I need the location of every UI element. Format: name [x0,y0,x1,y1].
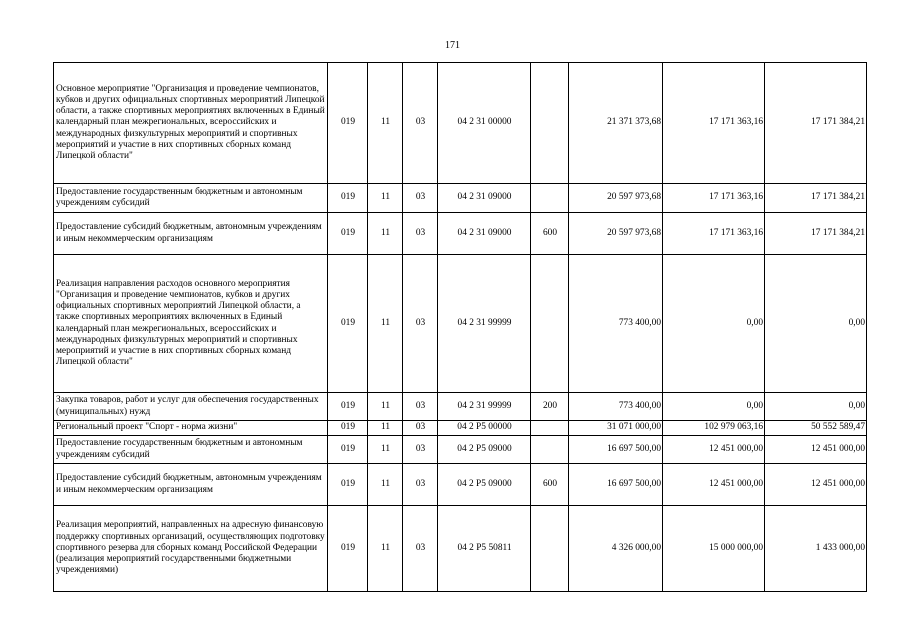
row-expense-type: 200 [531,393,569,421]
row-amount-year3: 17 171 384,21 [765,184,867,213]
row-name: Предоставление государственным бюджетным и автономным учреждениям субсидий [54,184,328,213]
row-section: 11 [368,436,403,464]
row-section: 11 [368,255,403,393]
row-amount-year1: 31 071 000,00 [569,421,663,436]
row-amount-year1: 773 400,00 [569,255,663,393]
row-expense-type [531,506,569,592]
row-expense-type [531,63,569,184]
row-target-article: 04 2 31 09000 [438,213,531,255]
table-row [54,63,867,184]
row-target-article: 04 2 31 99999 [438,393,531,421]
row-grbs: 019 [328,184,368,213]
row-expense-type: 600 [531,464,569,506]
table-body [54,63,867,592]
row-amount-year2: 15 000 000,00 [663,506,765,592]
table-row [54,421,867,436]
row-name: Региональный проект "Спорт - норма жизни" [54,421,328,436]
row-section: 11 [368,464,403,506]
row-amount-year1: 4 326 000,00 [569,506,663,592]
row-target-article: 04 2 P5 50811 [438,506,531,592]
page-number: 171 [445,40,460,51]
table-row [54,255,867,393]
row-grbs: 019 [328,421,368,436]
row-amount-year1: 773 400,00 [569,393,663,421]
row-name: Основное мероприятие "Организация и проведение чемпионатов, кубков и других официальных спортивных мероприятий Липецкой области, а также спортивных мероприятиях включенных в Единый календарный план межрегиональных, всероссийских и международных физкультурных мероприятий и спортивных мероприятий и участие в них спортивных сборных команд Липецкой области" [54,63,328,184]
row-target-article: 04 2 P5 09000 [438,464,531,506]
row-amount-year1: 20 597 973,68 [569,213,663,255]
row-amount-year1: 16 697 500,00 [569,436,663,464]
row-subsection: 03 [403,393,438,421]
row-grbs: 019 [328,436,368,464]
row-grbs: 019 [328,213,368,255]
table-row [54,213,867,255]
row-target-article: 04 2 P5 09000 [438,436,531,464]
row-section: 11 [368,421,403,436]
row-amount-year3: 0,00 [765,393,867,421]
row-expense-type [531,184,569,213]
row-amount-year2: 12 451 000,00 [663,436,765,464]
row-amount-year1: 21 371 373,68 [569,63,663,184]
row-section: 11 [368,393,403,421]
row-subsection: 03 [403,255,438,393]
row-grbs: 019 [328,393,368,421]
row-grbs: 019 [328,464,368,506]
row-name: Закупка товаров, работ и услуг для обеспечения государственных (муниципальных) нужд [54,393,328,421]
row-section: 11 [368,506,403,592]
table-row [54,184,867,213]
row-subsection: 03 [403,421,438,436]
row-target-article: 04 2 31 09000 [438,184,531,213]
row-expense-type [531,421,569,436]
row-grbs: 019 [328,255,368,393]
row-amount-year2: 17 171 363,16 [663,184,765,213]
row-amount-year2: 17 171 363,16 [663,63,765,184]
row-amount-year3: 12 451 000,00 [765,464,867,506]
row-name: Предоставление государственным бюджетным и автономным учреждениям субсидий [54,436,328,464]
row-expense-type [531,436,569,464]
row-subsection: 03 [403,213,438,255]
row-amount-year3: 1 433 000,00 [765,506,867,592]
row-expense-type [531,255,569,393]
row-target-article: 04 2 P5 00000 [438,421,531,436]
row-expense-type: 600 [531,213,569,255]
row-section: 11 [368,184,403,213]
row-grbs: 019 [328,63,368,184]
row-amount-year2: 17 171 363,16 [663,213,765,255]
row-amount-year3: 12 451 000,00 [765,436,867,464]
row-subsection: 03 [403,506,438,592]
table-row [54,506,867,592]
row-subsection: 03 [403,184,438,213]
row-amount-year2: 12 451 000,00 [663,464,765,506]
row-target-article: 04 2 31 99999 [438,255,531,393]
budget-table [53,62,867,592]
row-amount-year3: 17 171 384,21 [765,63,867,184]
row-amount-year3: 50 552 589,47 [765,421,867,436]
row-subsection: 03 [403,63,438,184]
row-name: Предоставление субсидий бюджетным, автономным учреждениям и иным некоммерческим организациям [54,213,328,255]
row-name: Реализация мероприятий, направленных на адресную финансовую поддержку спортивных организаций, осуществляющих подготовку спортивного резерва для сборных команд Российской Федерации (реализация мероприятий государственными бюджетными учреждениями) [54,506,328,592]
row-amount-year2: 0,00 [663,393,765,421]
row-amount-year3: 0,00 [765,255,867,393]
row-amount-year3: 17 171 384,21 [765,213,867,255]
table-row [54,464,867,506]
row-subsection: 03 [403,436,438,464]
row-subsection: 03 [403,464,438,506]
table-row [54,436,867,464]
row-section: 11 [368,63,403,184]
row-amount-year1: 20 597 973,68 [569,184,663,213]
table-row [54,393,867,421]
row-amount-year1: 16 697 500,00 [569,464,663,506]
row-section: 11 [368,213,403,255]
row-amount-year2: 0,00 [663,255,765,393]
row-name: Реализация направления расходов основного мероприятия "Организация и проведение чемпионатов, кубков и других официальных спортивных мероприятий Липецкой области, а также спортивных мероприятиях включенных в Единый календарный план межрегиональных, всероссийских и международных физкультурных мероприятий и спортивных мероприятий и участие в них спортивных сборных команд Липецкой области" [54,255,328,393]
row-target-article: 04 2 31 00000 [438,63,531,184]
row-grbs: 019 [328,506,368,592]
row-name: Предоставление субсидий бюджетным, автономным учреждениям и иным некоммерческим организациям [54,464,328,506]
row-amount-year2: 102 979 063,16 [663,421,765,436]
